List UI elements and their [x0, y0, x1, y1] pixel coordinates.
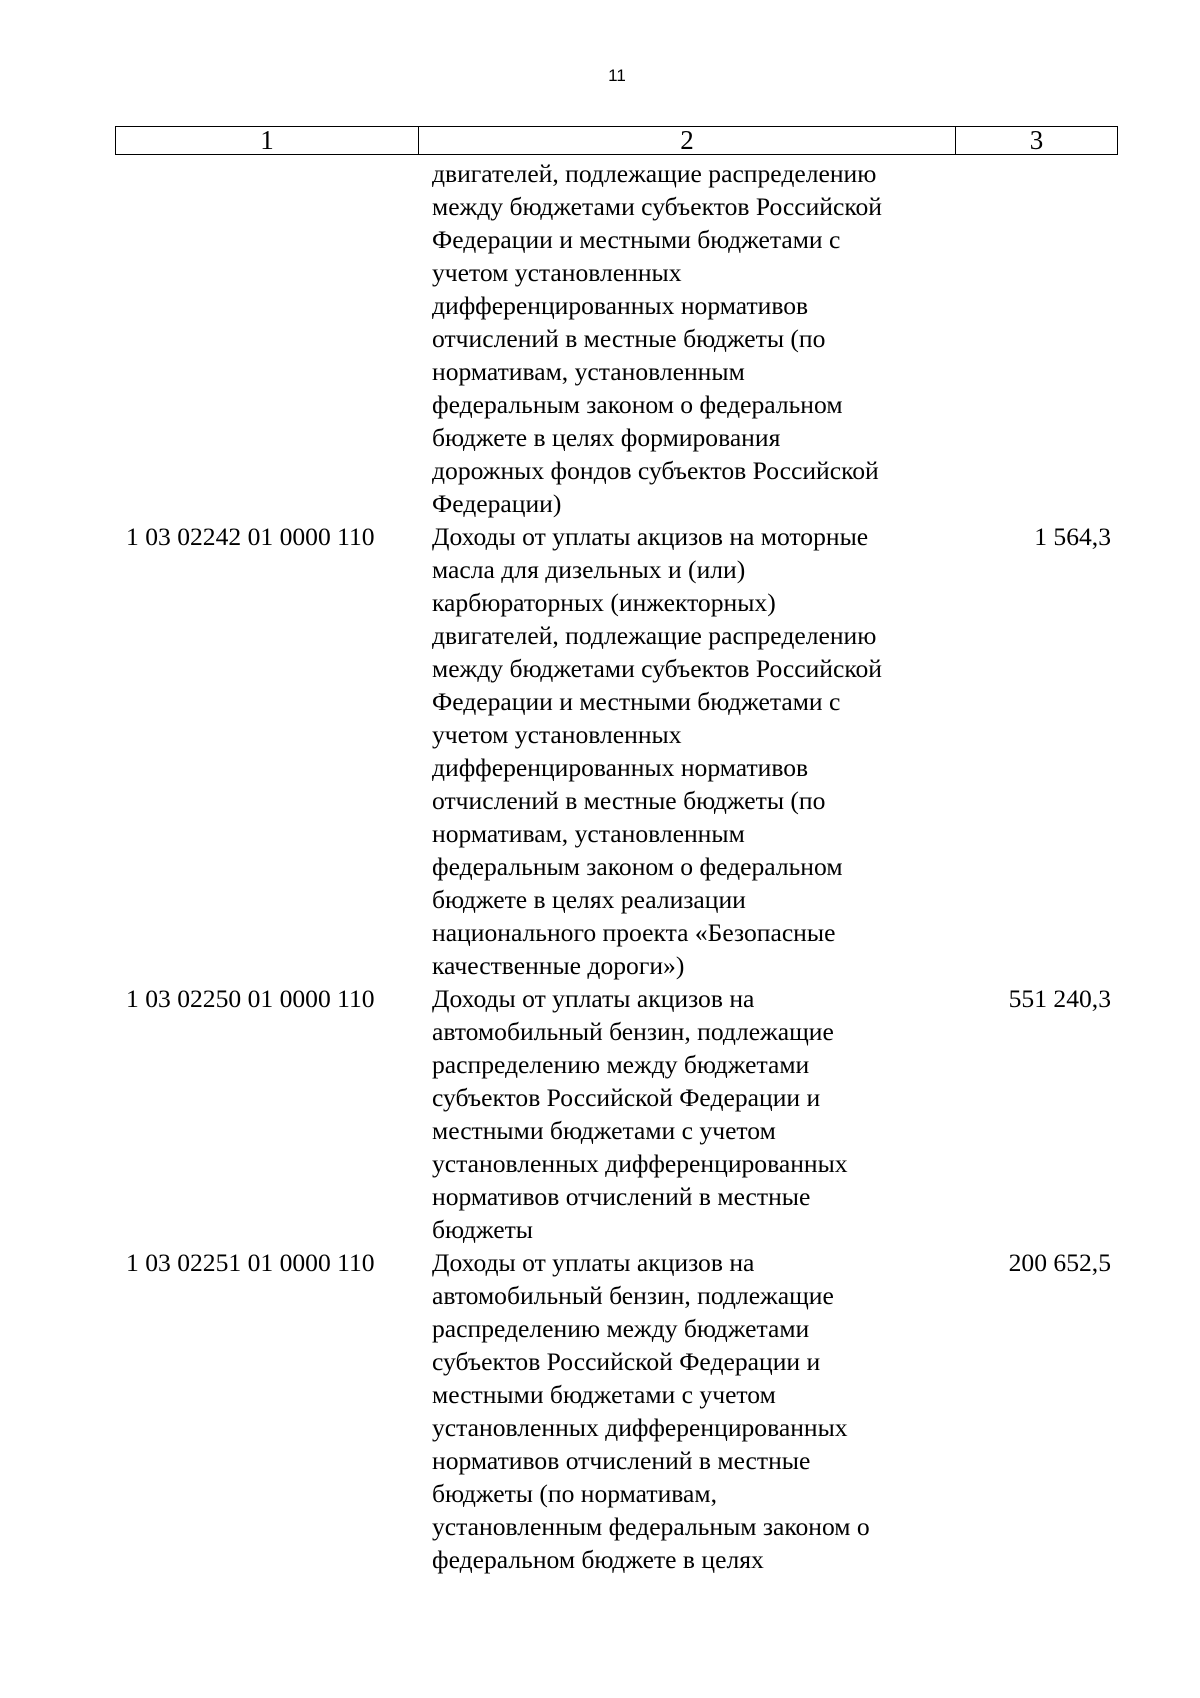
description-line: местными бюджетами с учетом [432, 1380, 776, 1409]
description-line: установленным федеральным законом о [432, 1512, 870, 1541]
description-line: распределению между бюджетами [432, 1050, 810, 1079]
description-line: учетом установленных [432, 258, 682, 287]
description-line: автомобильный бензин, подлежащие [432, 1017, 834, 1046]
table-row [115, 1246, 1118, 1576]
description-line: нормативам, установленным [432, 357, 745, 386]
page-number: 11 [608, 66, 626, 85]
description-line: отчислений в местные бюджеты (по [432, 324, 826, 353]
description-line: субъектов Российской Федерации и [432, 1347, 821, 1376]
revenue-code: 1 03 02242 01 0000 110 [126, 522, 375, 551]
revenue-description [418, 982, 955, 1246]
header-cell-1: 1 [116, 127, 419, 154]
description-line: Федерации и местными бюджетами с [432, 225, 841, 254]
description-line: Федерации и местными бюджетами с [432, 687, 841, 716]
description-line: нормативов отчислений в местные [432, 1446, 811, 1475]
description-line: распределению между бюджетами [432, 1314, 810, 1343]
description-line: учетом установленных [432, 720, 682, 749]
description-line: автомобильный бензин, подлежащие [432, 1281, 834, 1310]
revenue-description [418, 1246, 955, 1576]
description-line: Доходы от уплаты акцизов на [432, 984, 755, 1013]
description-line: бюджеты [432, 1215, 533, 1244]
description-line: Доходы от уплаты акцизов на [432, 1248, 755, 1277]
description-line: двигателей, подлежащие распределению [432, 159, 877, 188]
revenue-description [418, 520, 955, 982]
description-line: отчислений в местные бюджеты (по [432, 786, 826, 815]
revenue-description [418, 157, 955, 520]
description-line: бюджете в целях формирования [432, 423, 781, 452]
table-row [115, 520, 1118, 982]
description-line: между бюджетами субъектов Российской [432, 654, 882, 683]
description-line: масла для дизельных и (или) [432, 555, 746, 584]
revenue-amount: 200 652,5 [1008, 1248, 1111, 1277]
description-line: бюджете в целях реализации [432, 885, 746, 914]
table-row [115, 157, 1118, 520]
table-row [115, 982, 1118, 1246]
description-line: местными бюджетами с учетом [432, 1116, 776, 1145]
description-line: между бюджетами субъектов Российской [432, 192, 882, 221]
description-line: качественные дороги») [432, 951, 685, 980]
revenue-code: 1 03 02250 01 0000 110 [126, 984, 375, 1013]
description-line: установленных дифференцированных [432, 1149, 848, 1178]
description-line: субъектов Российской Федерации и [432, 1083, 821, 1112]
description-line: Доходы от уплаты акцизов на моторные [432, 522, 869, 551]
description-line: бюджеты (по нормативам, [432, 1479, 717, 1508]
description-line: дифференцированных нормативов [432, 291, 809, 320]
description-line: двигателей, подлежащие распределению [432, 621, 877, 650]
description-line: нормативов отчислений в местные [432, 1182, 811, 1211]
description-line: федеральным законом о федеральном [432, 390, 843, 419]
description-line: федеральным законом о федеральном [432, 852, 843, 881]
description-line: федеральном бюджете в целях [432, 1545, 764, 1574]
description-line: установленных дифференцированных [432, 1413, 848, 1442]
description-line: дифференцированных нормативов [432, 753, 809, 782]
table-header-row [115, 126, 1118, 155]
revenue-code: 1 03 02251 01 0000 110 [126, 1248, 375, 1277]
description-line: национального проекта «Безопасные [432, 918, 836, 947]
description-line: нормативам, установленным [432, 819, 745, 848]
table-body [115, 157, 1118, 1576]
description-line: Федерации) [432, 489, 562, 518]
description-line: карбюраторных (инжекторных) [432, 588, 776, 617]
revenue-amount: 551 240,3 [1008, 984, 1111, 1013]
header-cell-3: 3 [1029, 125, 1044, 155]
revenue-amount: 1 564,3 [1034, 522, 1111, 551]
header-cell-2: 2 [419, 127, 956, 154]
description-line: дорожных фондов субъектов Российской [432, 456, 879, 485]
